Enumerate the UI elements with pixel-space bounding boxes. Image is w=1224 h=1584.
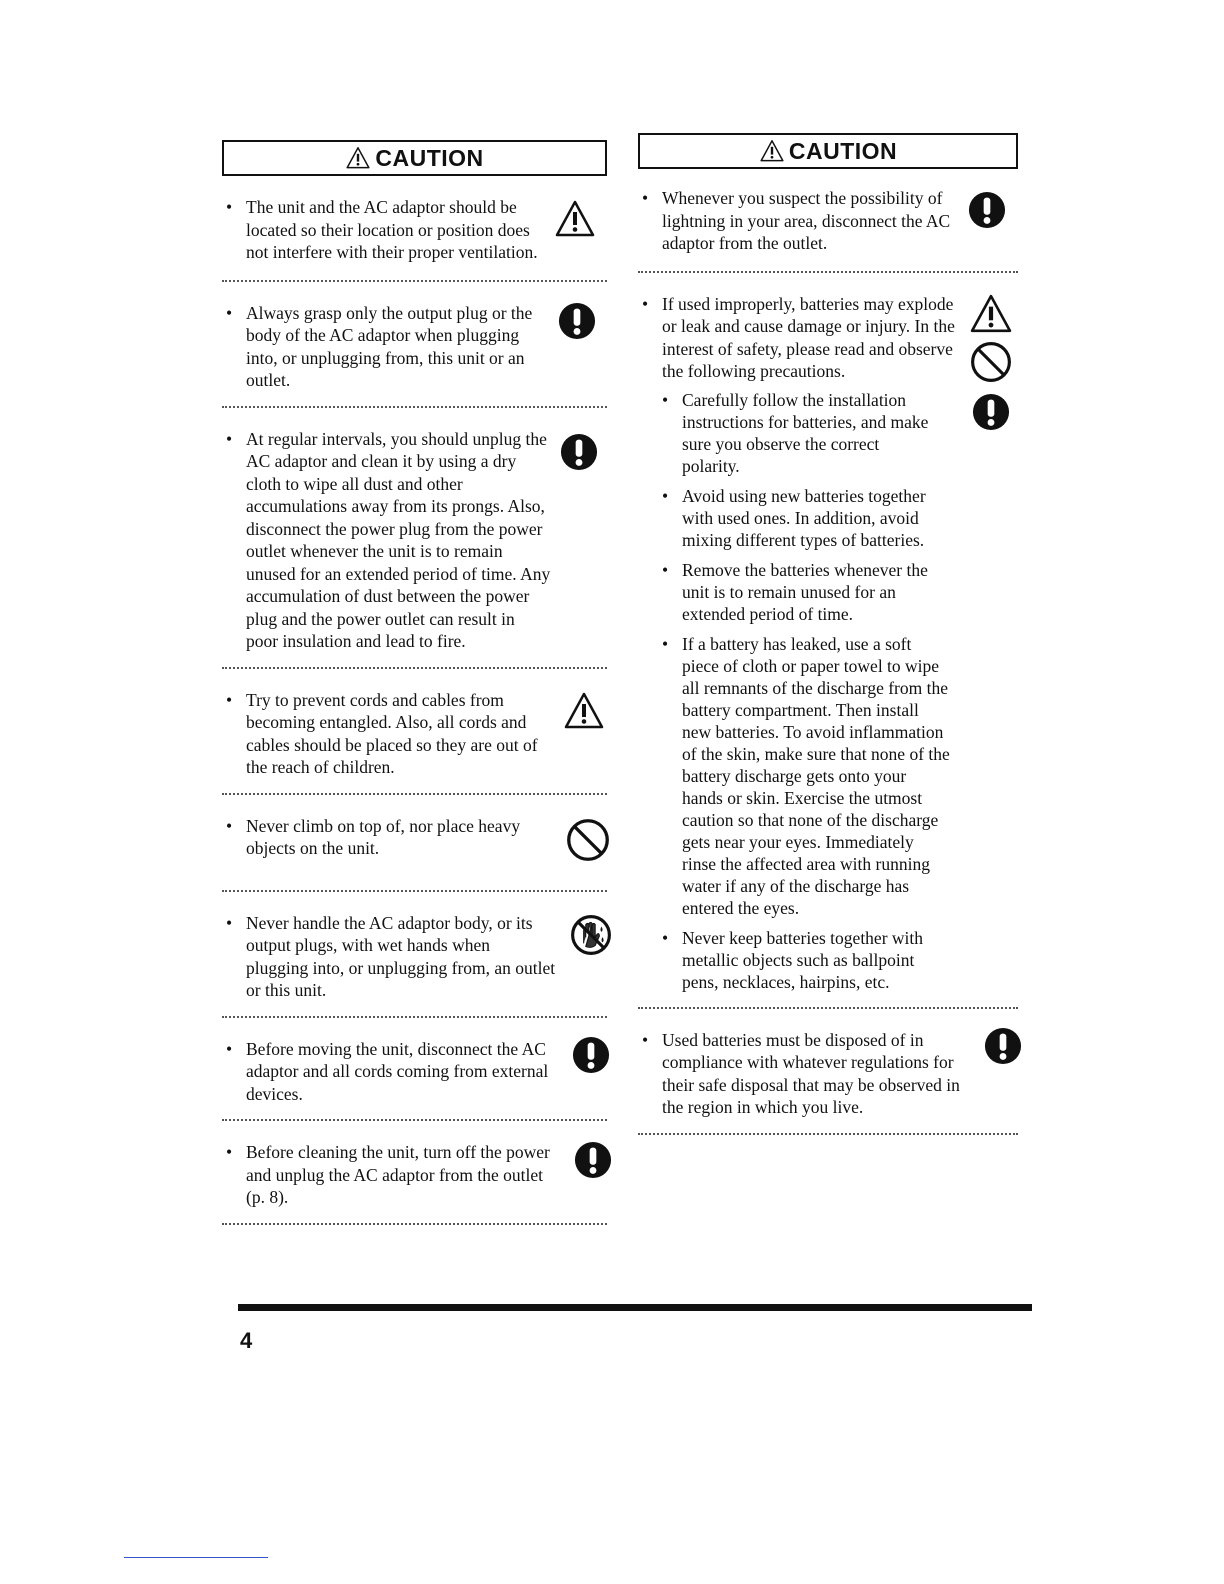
caution-item [222,689,607,779]
caution-item [222,912,607,1002]
caution-item [638,293,1018,993]
battery-precaution-item [660,559,948,625]
caution-triangle-icon [345,146,371,170]
mandatory-action-icon [560,433,598,471]
dotted-divider [638,271,1018,273]
bullet: • [642,1029,649,1050]
caution-item-text: The unit and the AC adaptor should be located so their location or position does not interfere with their proper ventilation. [246,197,538,262]
dotted-divider [222,1223,607,1225]
page-number: 4 [240,1328,253,1353]
caution-header-label: CAUTION [788,137,898,164]
battery-precaution-item [660,485,948,551]
dotted-divider [638,1133,1018,1135]
bullet: • [226,815,233,836]
battery-precaution-text: Remove the batteries whenever the unit is to remain unused for an extended period of time. [682,559,928,624]
caution-item-text: Before moving the unit, disconnect the AC adaptor and all cords coming from external devices. [246,1038,549,1104]
mandatory-action-icon [972,393,1010,431]
caution-item-text: If used improperly, batteries may explode or leak and cause damage or injury. In the interest of safety, please read and observe the following precautions. [662,293,955,381]
caution-item [638,1029,1018,1119]
bullet: • [662,927,669,948]
caution-item [638,187,1018,255]
bullet: • [226,689,233,710]
mandatory-action-icon [558,302,596,340]
caution-item [222,428,607,653]
bullet: • [642,293,649,314]
bullet: • [226,197,233,217]
bullet: • [226,1142,233,1162]
dotted-divider [222,890,607,892]
prohibited-icon [566,818,610,862]
no-wet-hands-icon [570,914,612,956]
caution-item-text: Never handle the AC adaptor body, or its output plugs, with wet hands when plugging into, or unplugging from, an outlet or this unit. [246,912,556,1000]
caution-item-text: Always grasp only the output plug or the body of the AC adaptor when plugging into, or unplugging from, this unit or an outlet. [246,302,533,390]
battery-precaution-item [660,389,940,477]
footer-rule [238,1304,1032,1311]
caution-item [222,1141,607,1209]
mandatory-action-icon [574,1141,612,1179]
right-caution-column [638,133,1018,1135]
right-caution-header [638,133,1018,169]
bullet: • [226,428,233,449]
dotted-divider [222,1016,607,1018]
battery-precaution-item [660,927,950,993]
mandatory-action-icon [572,1036,610,1074]
dotted-divider [222,793,607,795]
caution-item [222,815,607,860]
dotted-divider [638,1007,1018,1009]
scan-artifact-line [124,1557,268,1558]
bullet: • [642,188,649,208]
battery-precaution-text: Never keep batteries together with metallic objects such as ballpoint pens, necklaces, hairpins, etc. [682,927,924,992]
dotted-divider [222,406,607,408]
warning-triangle-icon [555,199,595,239]
battery-precaution-text: Carefully follow the installation instructions for batteries, and make sure you observe the correct polarity. [682,389,929,476]
left-caution-header [222,140,607,176]
caution-item-text: Whenever you suspect the possibility of lightning in your area, disconnect the AC adaptor from the outlet. [662,188,951,253]
battery-precaution-text: Avoid using new batteries together with used ones. In addition, avoid mixing different types of batteries. [682,485,926,550]
bullet: • [226,912,233,933]
left-caution-column [222,140,607,1225]
caution-item-text: Try to prevent cords and cables from becoming entangled. Also, all cords and cables should be placed so they are out of the reach of children. [246,689,538,777]
caution-triangle-icon [759,139,785,163]
caution-header-label: CAUTION [375,144,484,171]
caution-item [222,196,607,264]
dotted-divider [222,1119,607,1121]
bullet: • [226,302,233,323]
bullet: • [662,559,669,580]
dotted-divider [222,667,607,669]
caution-item [222,302,607,392]
mandatory-action-icon [968,191,1006,229]
caution-item [222,1038,607,1106]
bullet: • [662,389,669,410]
prohibited-icon [970,341,1012,383]
caution-item-text: Never climb on top of, nor place heavy objects on the unit. [246,815,521,858]
battery-precaution-text: If a battery has leaked, use a soft piece of cloth or paper towel to wipe all remnants of the discharge from the battery compartment. Then install new batteries. To avoid inflammation of the skin, make sure that none of the battery discharge gets onto your hands or skin. Exercise the utmost caution so that none of the discharge gets near your eyes. Immediately rinse the affected area with running water if any of the discharge has entered the eyes. [682,633,950,918]
caution-item-text: Used batteries must be disposed of in compliance with whatever regulations for their safe disposal that may be observed in the region in which you live. [662,1029,960,1117]
mandatory-action-icon [984,1027,1022,1065]
bullet: • [662,485,669,506]
bullet: • [662,633,669,654]
dotted-divider [222,280,607,282]
caution-item-text: At regular intervals, you should unplug the AC adaptor and clean it by using a dry cloth to wipe all dust and other accumulations away from its prongs. Also, disconnect the power plug from the power outlet whenever the unit is to remain unused for an extended period of time. Any accumulation of dust between the power plug and the power outlet can result in poor insulation and lead to fire. [246,428,551,651]
bullet: • [226,1038,233,1059]
warning-triangle-icon [564,691,604,731]
warning-triangle-icon [970,293,1012,335]
caution-item-text: Before cleaning the unit, turn off the power and unplug the AC adaptor from the outlet (p. 8). [246,1142,550,1207]
battery-precaution-item [660,633,950,919]
